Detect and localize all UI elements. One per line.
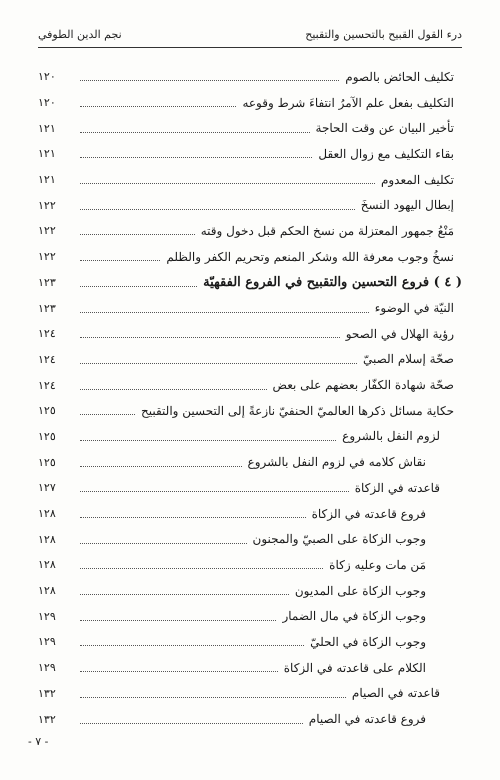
book-title: درء القول القبيح بالتحسين والتقبيح	[305, 27, 462, 41]
dot-leader	[80, 389, 267, 390]
toc-entry-page: ١٢٩	[38, 635, 56, 649]
toc-entry-page: ١٢٢	[38, 224, 56, 238]
toc-entry-title: صحّة شهادة الكفّار بعضهم على بعض	[272, 378, 454, 393]
toc-entry-title: مَن مات وعليه زكاة	[329, 557, 426, 572]
table-of-contents	[38, 64, 462, 732]
dot-leader	[80, 671, 278, 672]
running-header	[38, 22, 462, 46]
toc-section-heading	[38, 270, 462, 296]
toc-entry-title: بقاء التكليف مع زوال العقل	[318, 146, 454, 161]
author-name: نجم الدين الطوفي	[38, 27, 122, 41]
toc-entry	[38, 64, 462, 90]
toc-entry	[38, 603, 462, 629]
dot-leader	[80, 466, 242, 467]
dot-leader	[80, 491, 349, 492]
toc-entry-title: تكليف الحائض بالصوم	[345, 69, 454, 84]
toc-entry	[38, 578, 462, 604]
dot-leader	[80, 568, 323, 569]
toc-entry-page: ١٢٥	[38, 455, 56, 469]
toc-entry-page: ١٢٨	[38, 532, 56, 546]
toc-entry-title: وجوب الزكاة على الصبيّ والمجنون	[252, 532, 426, 547]
toc-entry-page: ١٢٢	[38, 198, 56, 212]
toc-entry	[38, 629, 462, 655]
toc-entry	[38, 449, 462, 475]
dot-leader	[80, 594, 289, 595]
toc-entry	[38, 424, 462, 450]
toc-entry	[38, 167, 462, 193]
toc-entry-title: ( ٤ ) فروع التحسين والتقبيح في الفروع الفقهيّة	[203, 274, 462, 290]
dot-leader	[80, 697, 346, 698]
toc-entry-title: قاعدته في الزكاة	[354, 480, 440, 495]
toc-entry-page: ١٢٧	[38, 481, 56, 495]
dot-leader	[80, 183, 375, 184]
dot-leader	[80, 414, 135, 415]
toc-entry	[38, 398, 462, 424]
dot-leader	[80, 543, 247, 544]
toc-entry-title: تأخير البيان عن وقت الحاجة	[315, 121, 454, 136]
page-number: - ٧ -	[28, 735, 49, 748]
toc-entry-title: لزوم النفل بالشروع	[342, 429, 440, 444]
toc-entry	[38, 295, 462, 321]
toc-entry-title: وجوب الزكاة في مال الضمار	[282, 609, 426, 624]
toc-entry-page: ١٢٤	[38, 378, 56, 392]
dot-leader	[80, 209, 355, 210]
toc-entry	[38, 706, 462, 732]
toc-entry	[38, 218, 462, 244]
toc-entry-title: إبطال اليهود النسخَ	[360, 198, 454, 213]
toc-entry	[38, 192, 462, 218]
toc-entry-page: ١٢٥	[38, 429, 56, 443]
toc-entry-title: التكليف بفعل علم الآمرُ انتفاءَ شرط وقوعه	[242, 95, 454, 110]
dot-leader	[80, 80, 339, 81]
toc-entry	[38, 347, 462, 373]
toc-entry	[38, 244, 462, 270]
toc-entry-title: وجوب الزكاة في الحليّ	[310, 634, 426, 649]
toc-entry-title: الكلام على قاعدته في الزكاة	[283, 660, 426, 675]
dot-leader	[80, 645, 304, 646]
dot-leader	[80, 106, 236, 107]
toc-entry-title: نسخُ وجوب معرفة الله وشكر المنعم وتحريم الكفر والظلم	[166, 249, 454, 264]
toc-entry-title: فروع قاعدته في الصيام	[308, 712, 426, 727]
dot-leader	[80, 620, 276, 621]
toc-entry-page: ١٢١	[38, 121, 56, 135]
toc-entry-title: حكاية مسائل ذكرها العالميّ الحنفيّ نازعةً إلى التحسين والتقبيح	[141, 403, 454, 418]
toc-entry-title: مَنْعُ جمهور المعتزلة من نسخ الحكم قبل دخول وقته	[200, 223, 454, 238]
toc-entry-page: ١٣٢	[38, 712, 56, 726]
toc-entry-page: ١٢٣	[38, 275, 56, 289]
dot-leader	[80, 363, 357, 364]
toc-entry	[38, 681, 462, 707]
toc-entry	[38, 475, 462, 501]
dot-leader	[80, 260, 160, 261]
toc-entry	[38, 655, 462, 681]
toc-entry-page: ١٢٠	[38, 96, 56, 110]
toc-entry-page: ١٢٤	[38, 352, 56, 366]
toc-entry	[38, 321, 462, 347]
toc-entry-title: النيّة في الوضوء	[374, 301, 454, 316]
toc-entry-page: ١٣٢	[38, 686, 56, 700]
toc-entry	[38, 141, 462, 167]
toc-entry-page: ١٢٠	[38, 70, 56, 84]
toc-entry-page: ١٢٤	[38, 327, 56, 341]
toc-entry-page: ١٢١	[38, 173, 56, 187]
toc-entry-title: تكليف المعدوم	[380, 172, 454, 187]
toc-entry	[38, 526, 462, 552]
dot-leader	[80, 440, 336, 441]
toc-entry	[38, 552, 462, 578]
toc-entry-page: ١٢٩	[38, 661, 56, 675]
toc-entry-title: صحّة إسلام الصبيّ	[363, 352, 454, 367]
dot-leader	[80, 132, 310, 133]
toc-entry	[38, 115, 462, 141]
toc-entry-title: فروع قاعدته في الزكاة	[311, 506, 426, 521]
toc-entry-page: ١٢٨	[38, 558, 56, 572]
dot-leader	[80, 157, 312, 158]
dot-leader	[80, 312, 369, 313]
dot-leader	[80, 286, 197, 287]
toc-entry-title: نقاش كلامه في لزوم النفل بالشروع	[247, 455, 426, 470]
dot-leader	[80, 234, 195, 235]
header-divider	[38, 47, 462, 48]
toc-entry-page: ١٢١	[38, 147, 56, 161]
dot-leader	[80, 517, 306, 518]
toc-entry-page: ١٢٣	[38, 301, 56, 315]
toc-entry	[38, 372, 462, 398]
toc-entry-page: ١٢٥	[38, 404, 56, 418]
toc-entry-title: وجوب الزكاة على المديون	[294, 583, 426, 598]
dot-leader	[80, 723, 303, 724]
toc-entry-page: ١٢٨	[38, 507, 56, 521]
toc-entry-title: رؤية الهلال في الصحو	[345, 326, 454, 341]
toc-entry-title: قاعدته في الصيام	[351, 686, 440, 701]
toc-entry-page: ١٢٨	[38, 584, 56, 598]
toc-entry	[38, 90, 462, 116]
toc-entry-page: ١٢٩	[38, 609, 56, 623]
toc-entry	[38, 501, 462, 527]
toc-entry-page: ١٢٢	[38, 250, 56, 264]
dot-leader	[80, 337, 340, 338]
